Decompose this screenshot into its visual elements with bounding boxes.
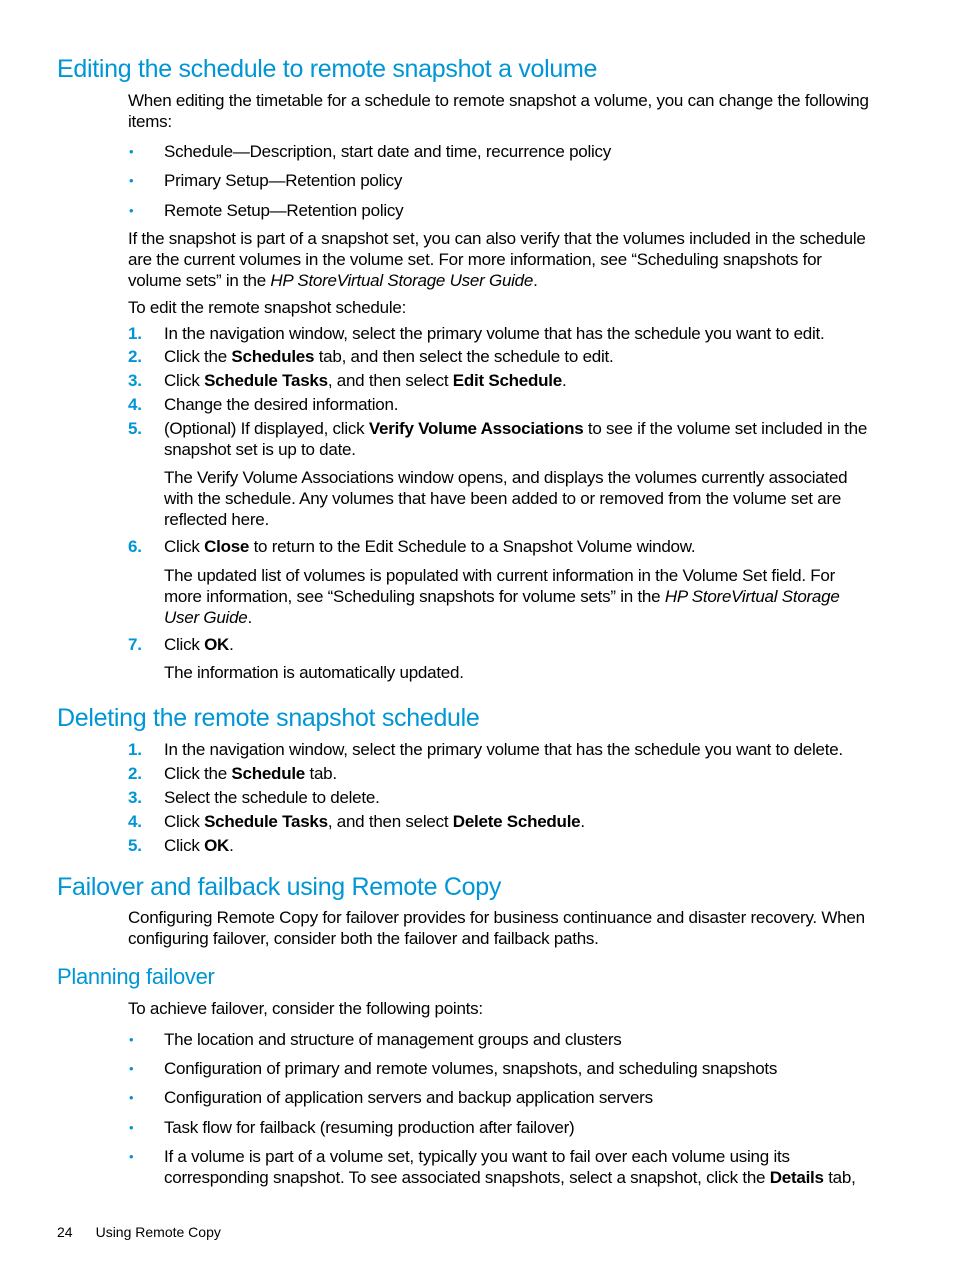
step-number: 2. bbox=[128, 764, 142, 783]
page-number: 24 bbox=[57, 1224, 73, 1240]
step-note: The information is automatically updated. bbox=[164, 663, 464, 682]
step-note: The Verify Volume Associations window opens, and displays the volumes currently associated with the schedule. Any volumes that have been added to or removed from the volume set are reflected here. bbox=[164, 468, 848, 529]
step-number: 1. bbox=[128, 324, 142, 343]
bullet-icon: • bbox=[129, 1120, 134, 1135]
step-number: 3. bbox=[128, 788, 142, 807]
document-page: Editing the schedule to remote snapshot a volume When editing the timetable for a schedule to remote snapshot a volume, you can change the following items: • Schedule—Description, start date and time, recurrence policy • Primary Setup—Retention policy • Remote Setup—Retention policy If the snapshot is part of a snapshot set, you can also verify that the volumes included in the schedule are the current volumes in the volume set. For more information, see “Scheduling snapshots for volume sets” in the HP StoreVirtual Storage User Guide. To edit the remote snapshot schedule: 1. In the navigation window, select the primary volume that has the schedule you want to edit. 2. Click the Schedules tab, and then select the schedule to edit. 3. Click Schedule Tasks, and then select Edit Schedule. 4. Change the desired information. 5. (Optional) If displayed, click Verify Volume Associations to see if the volume set included in the snapshot set is up to date. The Verify Volume Associations window opens, and displays the volumes currently associated with the schedule. Any volumes that have been added to or removed from the volume set are reflected here. 6. Click Close to return to the Edit Schedule to a Snapshot Volume window. The updated list of volumes is populated with current information in the Volume Set field. For more information, see “Scheduling snapshots for volume sets” in the HP StoreVirtual Storage User Guide. 7. Click OK. The information is automatically updated. Deleting the remote snapshot schedule 1. In the navigation window, select the primary volume that has the schedule you want to delete. 2. Click the Schedule tab. 3. Select the schedule to delete. 4. Click Schedule Tasks, and then select Delete Schedule. 5. Click OK. Failover and failback using Remote Copy Configuring Remote Copy for failover provides for business continuance and disaster recovery. When configuring failover, consider both the failover and failback paths. Planning failover To achieve failover, consider the following points: • The location and structure of management groups and clusters • Configuration of primary and remote volumes, snapshots, and scheduling snapshots • Configuration of application servers and backup application servers • Task flow for failback (resuming production after failover) • If a volume is part of a volume set, typically you want to fail over each volume using its corresponding snapshot. To see associated snapshots, select a snapshot, click the Details tab, 24 Using Remote Copy bbox=[0, 0, 954, 1271]
guide-reference: HP StoreVirtual Storage User Guide bbox=[164, 587, 840, 627]
bullet-icon: • bbox=[129, 203, 134, 218]
bullet-icon: • bbox=[129, 1032, 134, 1047]
bullet-icon: • bbox=[129, 1090, 134, 1105]
step-number: 3. bbox=[128, 371, 142, 390]
step-note: The updated list of volumes is populated with current information in the Volume Set field. For more information, see “Scheduling snapshots for volume sets” in the HP StoreVirtual Storage User Guide. bbox=[164, 566, 840, 627]
intro-paragraph: When editing the timetable for a schedule to remote snapshot a volume, you can change the following items: bbox=[128, 91, 869, 131]
step-number: 7. bbox=[128, 635, 142, 654]
heading-planning-failover: Planning failover bbox=[57, 964, 215, 989]
page-footer bbox=[57, 1223, 221, 1241]
step-number: 4. bbox=[128, 395, 142, 414]
heading-deleting-schedule: Deleting the remote snapshot schedule bbox=[57, 704, 480, 732]
bullet-icon: • bbox=[129, 144, 134, 159]
heading-editing-schedule: Editing the schedule to remote snapshot a volume bbox=[57, 55, 598, 83]
planning-lead: To achieve failover, consider the following points: bbox=[128, 999, 483, 1018]
snapshot-set-paragraph: If the snapshot is part of a snapshot set, you can also verify that the volumes included in the schedule are the current volumes in the volume set. For more information, see “Scheduling snapshots for volume sets” in the HP StoreVirtual Storage User Guide. bbox=[128, 229, 866, 290]
step-number: 1. bbox=[128, 740, 142, 759]
failover-intro: Configuring Remote Copy for failover provides for business continuance and disaster recovery. When configuring failover, consider both the failover and failback paths. bbox=[128, 908, 865, 948]
procedure-lead: To edit the remote snapshot schedule: bbox=[128, 298, 407, 317]
step-number: 4. bbox=[128, 812, 142, 831]
footer-section-title: Using Remote Copy bbox=[95, 1224, 221, 1240]
guide-reference: HP StoreVirtual Storage User Guide bbox=[270, 271, 534, 290]
bullet-icon: • bbox=[129, 173, 134, 188]
bullet-icon: • bbox=[129, 1149, 134, 1164]
step-number: 2. bbox=[128, 347, 142, 366]
step-number: 5. bbox=[128, 836, 142, 855]
step-number: 6. bbox=[128, 537, 142, 556]
step-number: 5. bbox=[128, 419, 142, 438]
heading-failover-failback: Failover and failback using Remote Copy bbox=[57, 873, 502, 901]
bullet-icon: • bbox=[129, 1061, 134, 1076]
